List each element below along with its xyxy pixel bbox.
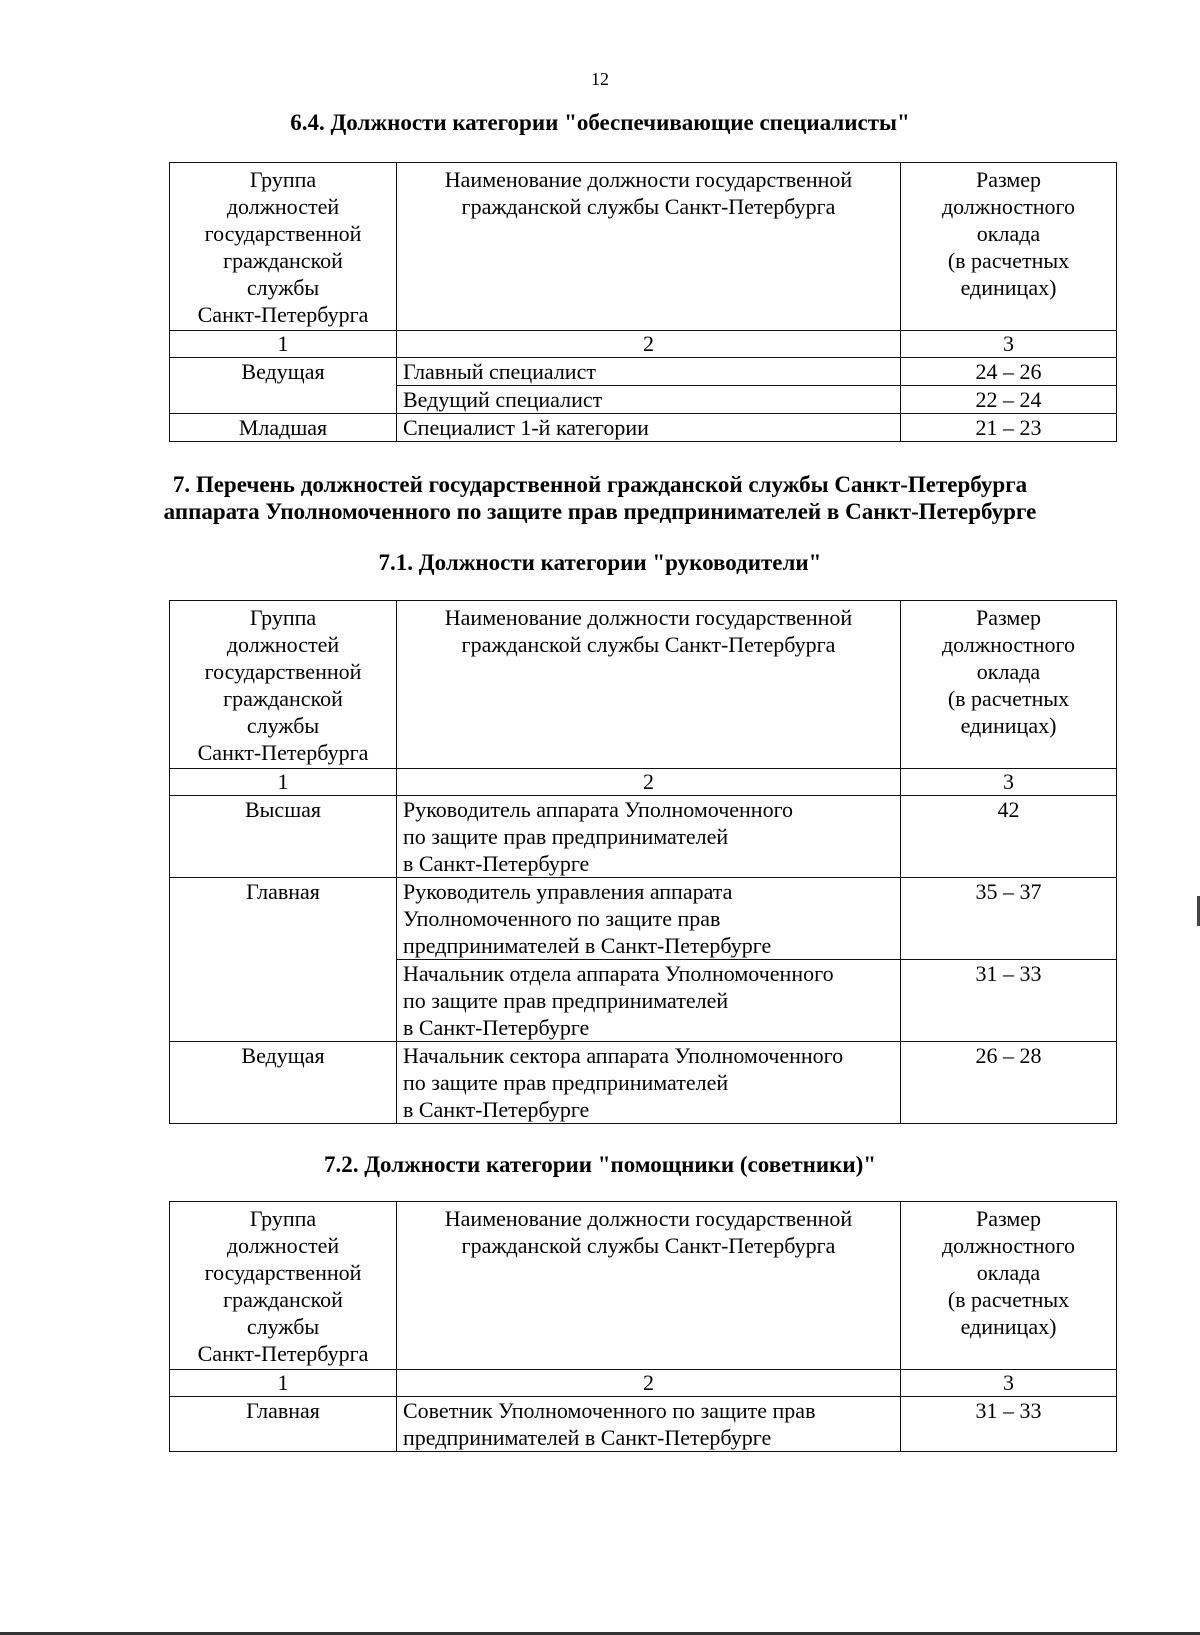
column-number: 3 (901, 769, 1117, 796)
header-position-cell: Наименование должности государственной гражданской службы Санкт-Петербурга (397, 163, 901, 331)
position-cell: Специалист 1-й категории (397, 414, 901, 442)
table-header-row (170, 163, 1117, 331)
column-number: 2 (397, 331, 901, 358)
position-cell: Начальник сектора аппарата Уполномоченного по защите прав предпринимателей в Санкт-Петербурге (397, 1042, 901, 1124)
header-position-cell: Наименование должности государственной гражданской службы Санкт-Петербурга (397, 1202, 901, 1370)
position-cell: Советник Уполномоченного по защите прав предпринимателей в Санкт-Петербурге (397, 1397, 901, 1452)
section-7-heading-line1: 7. Перечень должностей государственной гражданской службы Санкт-Петербурга (172, 472, 1028, 497)
group-cell: Младшая (170, 414, 397, 442)
group-cell: Ведущая (170, 1042, 397, 1124)
table-row (170, 878, 1117, 960)
group-cell: Главная (170, 878, 397, 1042)
salary-cell: 31 – 33 (901, 960, 1117, 1042)
salary-cell: 31 – 33 (901, 1397, 1117, 1452)
section-7-heading-line2: аппарата Уполномоченного по защите прав предпринимателей в Санкт-Петербурге (163, 499, 1037, 524)
table-row (170, 414, 1117, 442)
position-cell: Руководитель аппарата Уполномоченного по защите прав предпринимателей в Санкт-Петербурге (397, 796, 901, 878)
column-number-row (170, 1370, 1117, 1397)
salary-cell: 42 (901, 796, 1117, 878)
position-cell: Главный специалист (397, 358, 901, 386)
table-header-row (170, 1202, 1117, 1370)
section-7-1-heading: 7.1. Должности категории "руководители" (378, 550, 822, 575)
salary-cell: 35 – 37 (901, 878, 1117, 960)
table-row (170, 796, 1117, 878)
page-number: 12 (591, 69, 609, 89)
group-cell: Высшая (170, 796, 397, 878)
section-6-4-heading: 6.4. Должности категории "обеспечивающие специалисты" (290, 110, 910, 135)
salary-cell: 26 – 28 (901, 1042, 1117, 1124)
column-number-row (170, 331, 1117, 358)
salary-cell: 24 – 26 (901, 358, 1117, 386)
column-number-row (170, 769, 1117, 796)
section-7-2-heading: 7.2. Должности категории "помощники (советники)" (323, 1152, 877, 1177)
salary-cell: 22 – 24 (901, 386, 1117, 414)
header-group-cell: Группа должностей государственной гражданской службы Санкт-Петербурга (170, 601, 397, 769)
column-number: 1 (170, 331, 397, 358)
salary-cell: 21 – 23 (901, 414, 1117, 442)
group-cell: Ведущая (170, 358, 397, 414)
header-salary-cell: Размер должностного оклада (в расчетных единицах) (901, 163, 1117, 331)
position-cell: Руководитель управления аппарата Уполномоченного по защите прав предпринимателей в Санкт-Петербурге (397, 878, 901, 960)
position-cell: Ведущий специалист (397, 386, 901, 414)
group-cell: Главная (170, 1397, 397, 1452)
table-row (170, 358, 1117, 386)
column-number: 1 (170, 769, 397, 796)
column-number: 1 (170, 1370, 397, 1397)
table-7-2 (169, 1201, 1117, 1452)
table-header-row (170, 601, 1117, 769)
column-number: 3 (901, 331, 1117, 358)
column-number: 2 (397, 769, 901, 796)
table-6-4 (169, 162, 1117, 442)
table-row (170, 1042, 1117, 1124)
position-cell: Начальник отдела аппарата Уполномоченного по защите прав предпринимателей в Санкт-Петербурге (397, 960, 901, 1042)
table-7-1 (169, 600, 1117, 1124)
header-group-cell: Группа должностей государственной гражданской службы Санкт-Петербурга (170, 1202, 397, 1370)
column-number: 3 (901, 1370, 1117, 1397)
column-number: 2 (397, 1370, 901, 1397)
header-salary-cell: Размер должностного оклада (в расчетных единицах) (901, 1202, 1117, 1370)
header-salary-cell: Размер должностного оклада (в расчетных единицах) (901, 601, 1117, 769)
table-row (170, 1397, 1117, 1452)
header-position-cell: Наименование должности государственной гражданской службы Санкт-Петербурга (397, 601, 901, 769)
header-group-cell: Группа должностей государственной гражданской службы Санкт-Петербурга (170, 163, 397, 331)
